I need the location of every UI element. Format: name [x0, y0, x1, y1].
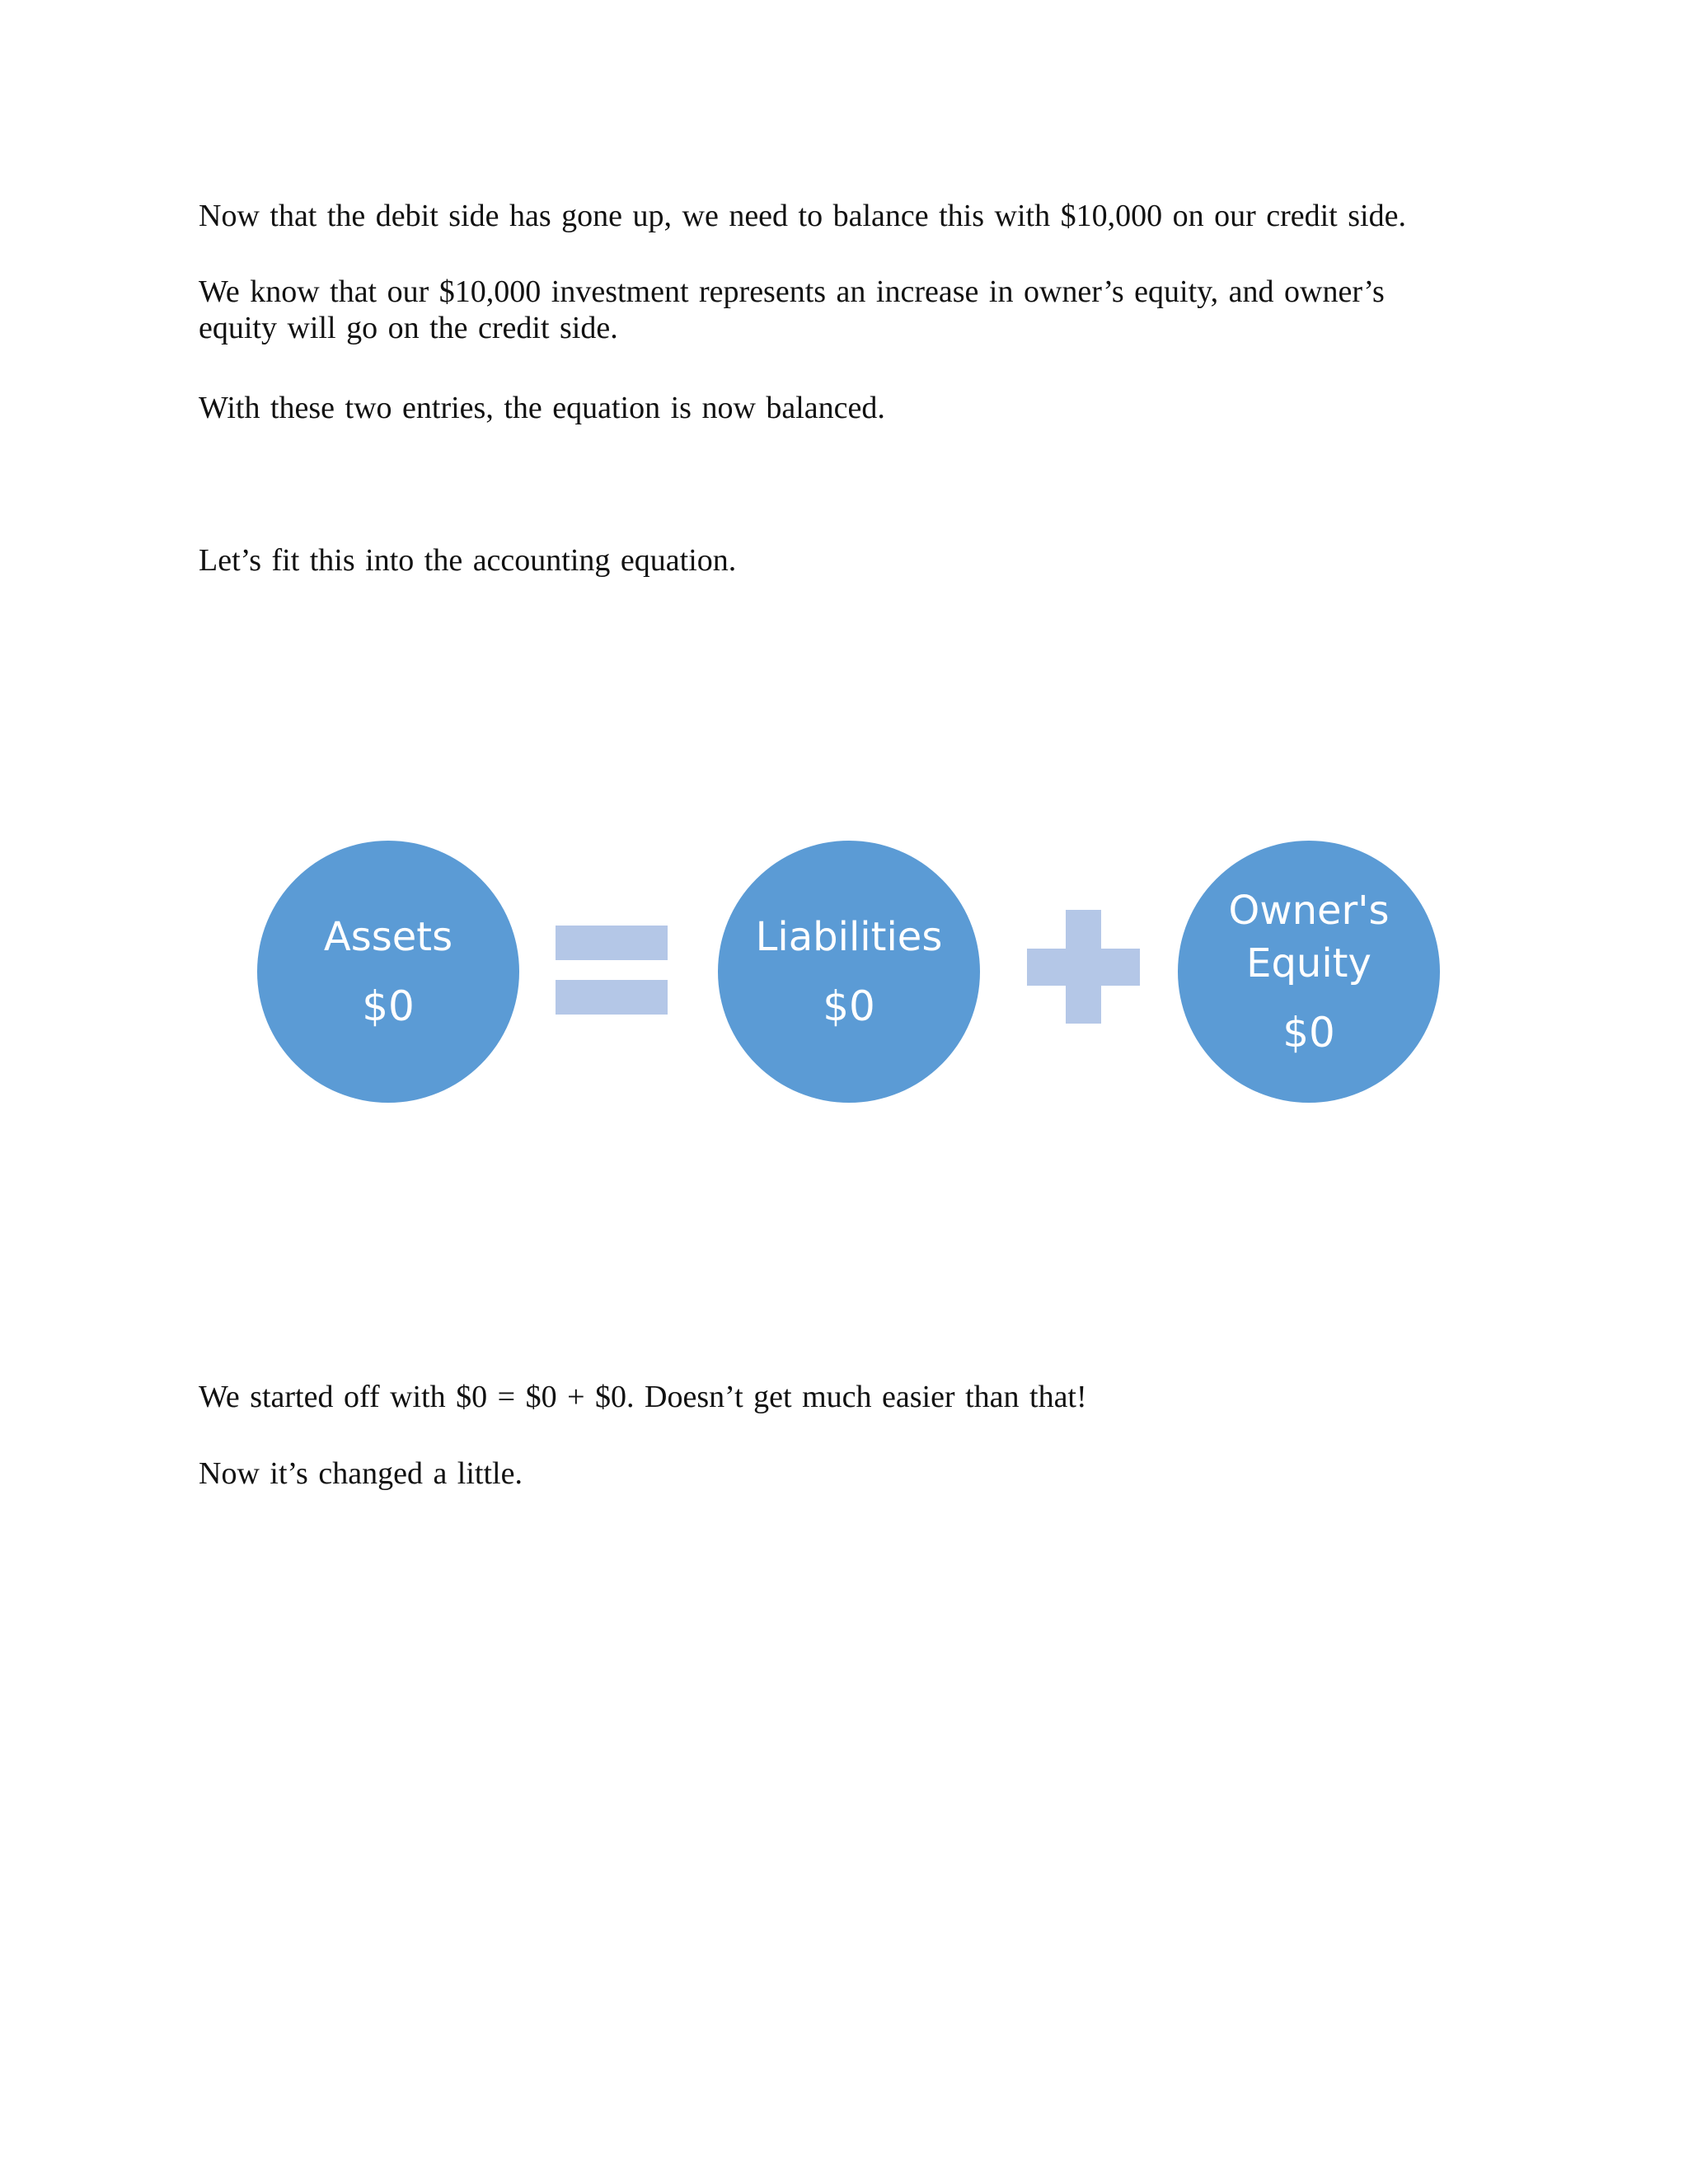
liabilities-circle — [718, 841, 980, 1103]
paragraph-started-off: We started off with $0 = $0 + $0. Doesn’t get much easier than that! — [199, 1380, 1087, 1414]
owners-equity-label: Owner's Equity — [1228, 888, 1390, 987]
liabilities-label: Liabilities — [755, 914, 943, 960]
owners-equity-circle — [1178, 841, 1440, 1103]
paragraph-owners-equity: We know that our $10,000 investment represents an increase in owner’s equity, and owner’s equity will go on the credit side. — [199, 274, 1385, 345]
plus-sign-vertical-bar — [1066, 910, 1101, 1024]
owners-equity-value: $0 — [1282, 1009, 1335, 1057]
plus-sign-horizontal-bar — [1027, 949, 1140, 986]
paragraph-changed: Now it’s changed a little. — [199, 1456, 523, 1491]
paragraph-balanced: With these two entries, the equation is now balanced. — [199, 391, 885, 425]
assets-circle — [257, 841, 519, 1103]
liabilities-value: $0 — [823, 982, 875, 1030]
assets-value: $0 — [362, 982, 415, 1030]
equals-sign-top-bar — [556, 926, 668, 960]
assets-label: Assets — [323, 914, 453, 960]
equals-sign-bottom-bar — [556, 980, 668, 1015]
paragraph-debit-side: Now that the debit side has gone up, we need to balance this with $10,000 on our credit side. — [199, 199, 1406, 233]
paragraph-fit-equation: Let’s fit this into the accounting equation. — [199, 543, 737, 578]
